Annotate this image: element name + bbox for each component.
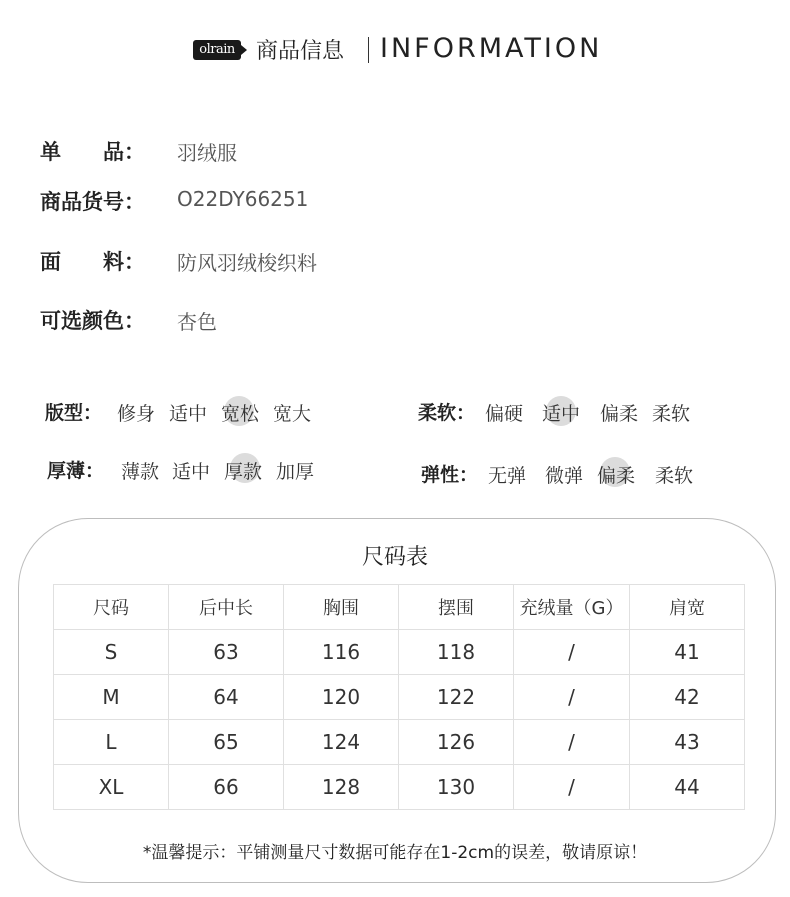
header-cell-fill-weight: 充绒量（G） [514,585,630,630]
elasticity-label: 弹性： [421,464,479,486]
color-value: 杏色 [177,310,217,334]
size-chart-table [53,584,745,810]
header-cell-hem: 摆围 [399,585,514,630]
table-row [54,720,745,765]
table-cell: / [514,630,630,675]
table-cell: XL [54,765,169,810]
softness-option: 柔软 [652,403,691,425]
table-cell: 124 [284,720,399,765]
fit-option: 修身 [117,403,156,425]
table-row [54,675,745,720]
header-cell-chest: 胸围 [284,585,399,630]
thickness-option: 适中 [172,461,211,483]
elasticity-option: 微弹 [545,465,584,487]
thickness-option: 加厚 [276,461,315,483]
header-cell-size: 尺码 [54,585,169,630]
item-value: 羽绒服 [177,141,237,165]
header-title-cn: 商品信息 [256,39,345,64]
thickness-label: 厚薄： [47,460,105,482]
table-cell: 42 [630,675,745,720]
softness-option-selected: 适中 [542,403,581,425]
thickness-option-selected: 厚款 [224,461,263,483]
color-label: 可选颜色： [40,309,145,333]
table-cell: M [54,675,169,720]
fit-option-selected: 宽松 [221,403,260,425]
table-cell: 122 [399,675,514,720]
brand-logo: olrain [193,40,241,60]
header-cell-back-length: 后中长 [169,585,284,630]
table-cell: 116 [284,630,399,675]
table-header-row [54,585,745,630]
table-cell: 130 [399,765,514,810]
size-chart-title: 尺码表 [361,545,428,570]
fit-option: 适中 [169,403,208,425]
table-cell: 65 [169,720,284,765]
table-row [54,630,745,675]
table-cell: / [514,765,630,810]
elasticity-option: 柔软 [655,465,694,487]
softness-label: 柔软： [418,402,476,424]
fit-label: 版型： [45,402,103,424]
table-cell: L [54,720,169,765]
table-row [54,765,745,810]
item-label: 单 品： [40,140,145,164]
softness-option: 偏柔 [600,403,639,425]
table-cell: 126 [399,720,514,765]
table-cell: 66 [169,765,284,810]
header-divider [368,37,369,63]
table-cell: / [514,720,630,765]
table-cell: 41 [630,630,745,675]
table-cell: 120 [284,675,399,720]
fit-option: 宽大 [273,403,312,425]
table-cell: 63 [169,630,284,675]
table-cell: 118 [399,630,514,675]
table-cell: 128 [284,765,399,810]
header-cell-shoulder: 肩宽 [630,585,745,630]
elasticity-option-selected: 偏柔 [597,465,636,487]
table-cell: 43 [630,720,745,765]
sku-label: 商品货号： [40,190,145,214]
measurement-note: *温馨提示：平铺测量尺寸数据可能存在1-2cm的误差，敬请原谅！ [142,843,648,863]
table-cell: 64 [169,675,284,720]
elasticity-option: 无弹 [488,465,527,487]
logo-arrow-icon [241,45,247,55]
fabric-value: 防风羽绒梭织料 [177,251,317,275]
table-cell: 44 [630,765,745,810]
softness-option: 偏硬 [485,403,524,425]
thickness-option: 薄款 [121,461,160,483]
sku-value: O22DY66251 [177,187,309,211]
table-cell: S [54,630,169,675]
table-cell: / [514,675,630,720]
fabric-label: 面 料： [40,250,145,274]
header-title-en: INFORMATION [380,33,603,64]
